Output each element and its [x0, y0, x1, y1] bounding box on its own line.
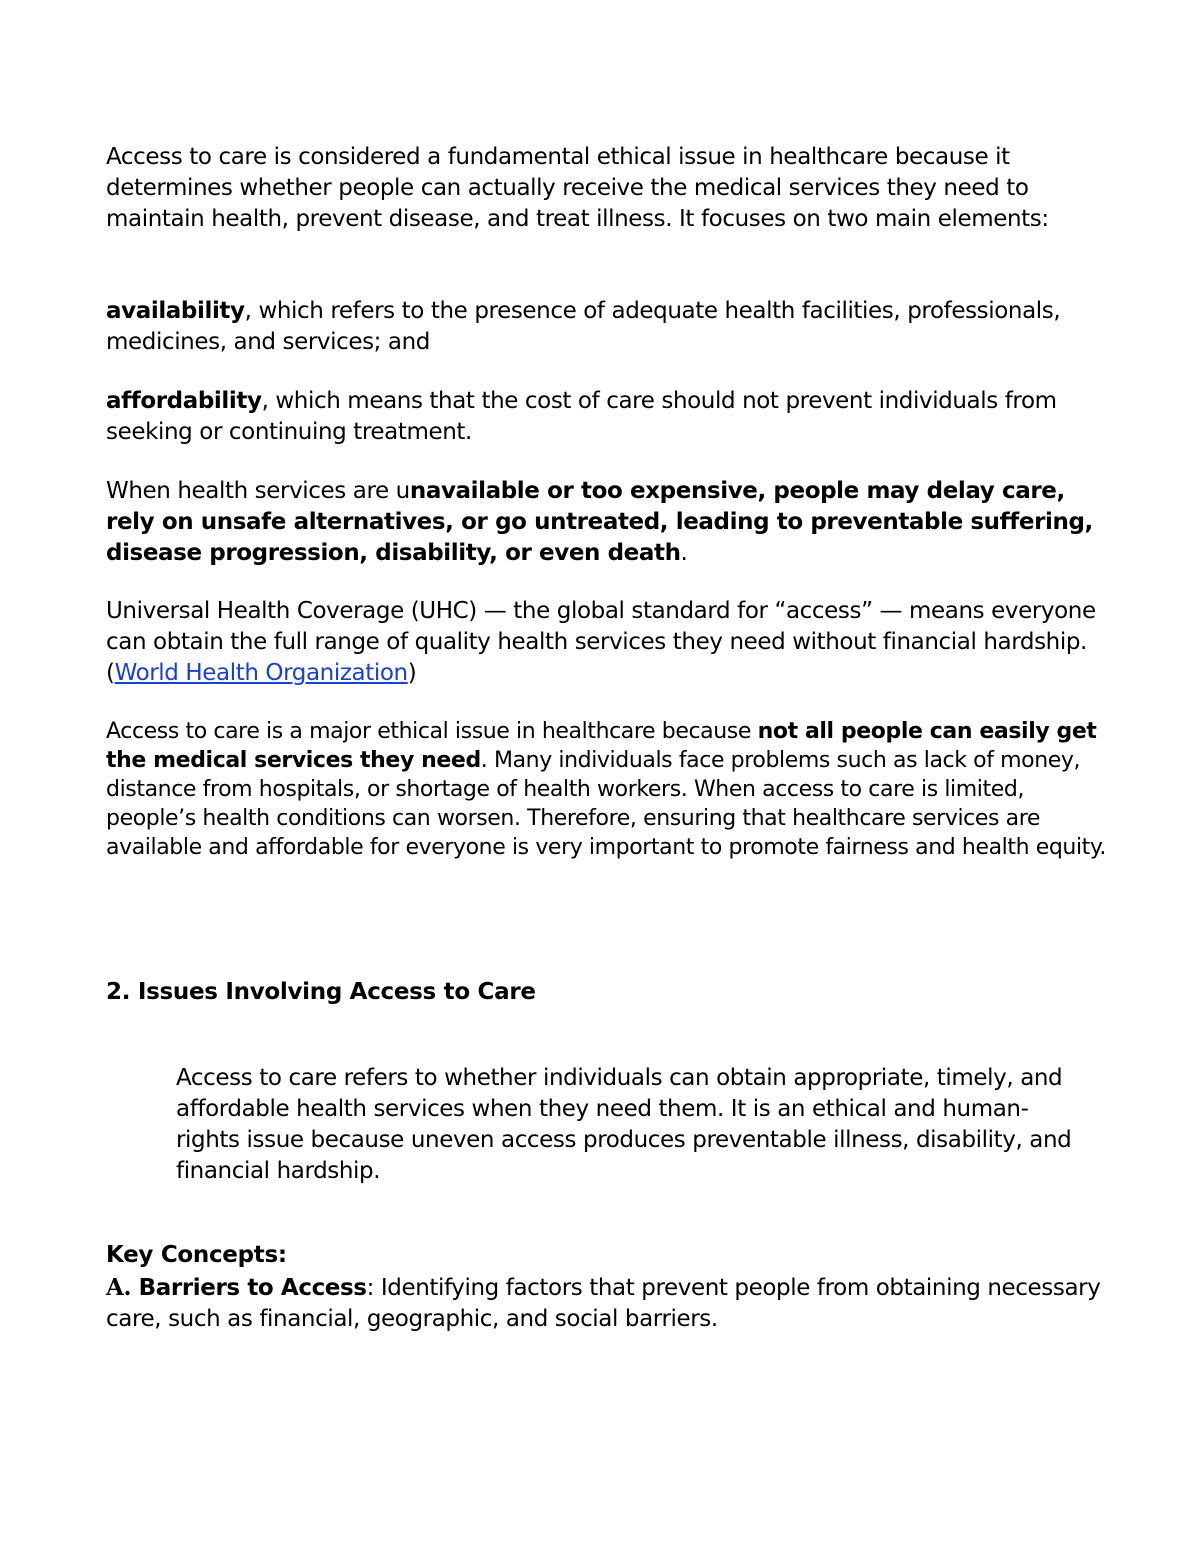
major-issue-lead: Access to care is a major ethical issue in healthcare because: [106, 719, 758, 744]
major-issue-tail: . Many individuals face problems such as lack of money, distance from hospitals, or shortage of health workers. When access to care is limited, people’s health conditions can worsen. Therefore, ensuring that healthcare services are available and affordable for everyone is very important to promote fairness and health equity.: [106, 748, 1106, 860]
section2-text: Access to care refers to whether individuals can obtain appropriate, timely, and affordable health services when they need them. It is an ethical and human-rights issue because uneven access produces preventable illness, disability, and financial hardship.: [176, 1065, 1072, 1184]
availability-text: , which refers to the presence of adequate health facilities, professionals, medicines, and services; and: [106, 298, 1061, 355]
availability-paragraph: [106, 296, 1116, 358]
uhc-paragraph: [106, 596, 1116, 689]
consequence-bold: navailable or too expensive, people may delay care, rely on unsafe alternatives, or go untreated, leading to preventable suffering, disease progression, disability, or even death: [106, 478, 1093, 566]
consequence-paragraph: [106, 476, 1116, 569]
who-link[interactable]: World Health Organization: [114, 660, 408, 686]
affordability-paragraph: [106, 386, 1116, 448]
uhc-text: Universal Health Coverage (UHC) — the global standard for “access” — means everyone can obtain the full range of quality health services they need without financial hardship. (: [106, 598, 1096, 686]
availability-term: availability: [106, 298, 245, 324]
item-letter: A.: [106, 1274, 132, 1301]
section2-heading: 2. Issues Involving Access to Care: [106, 979, 536, 1005]
consequence-tail: .: [680, 540, 688, 566]
intro-text: Access to care is considered a fundamental ethical issue in healthcare because it determines whether people can actually receive the medical services they need to maintain health, prevent disease, and treat illness. It focuses on two main elements:: [106, 144, 1049, 232]
item-colon: :: [366, 1275, 374, 1301]
major-issue-paragraph: [106, 717, 1116, 862]
section2-paragraph: [176, 1063, 1076, 1187]
affordability-term: affordability: [106, 388, 262, 414]
consequence-lead: When health services are u: [106, 478, 410, 504]
intro-paragraph: [106, 142, 1116, 235]
key-concept-item-a: [106, 1272, 1116, 1335]
key-concepts-heading: Key Concepts:: [106, 1242, 287, 1268]
affordability-text: , which means that the cost of care should not prevent individuals from seeking or continuing treatment.: [106, 388, 1057, 445]
major-issue-bold: not all people can easily get the medical services they need: [106, 719, 1097, 773]
item-text: Identifying factors that prevent people from obtaining necessary care, such as financial, geographic, and social barriers.: [106, 1275, 1101, 1332]
item-title: Barriers to Access: [131, 1275, 367, 1301]
uhc-close: ): [407, 660, 417, 686]
